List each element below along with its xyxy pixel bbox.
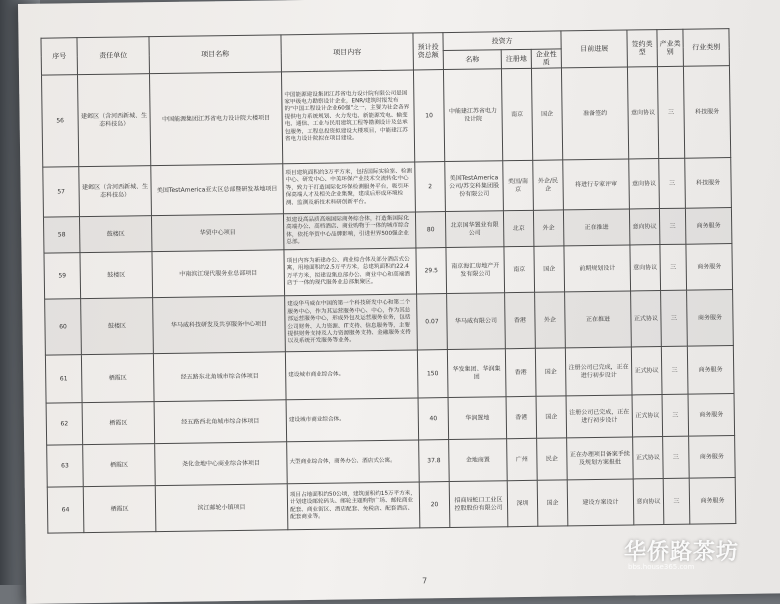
row-investor-reg: 美国/南京	[503, 160, 534, 210]
row-investor-name: 南京海汇房地产开发有限公司	[446, 247, 505, 294]
row-investor-reg: 广州	[507, 438, 538, 480]
row-industry-category: 三	[661, 346, 688, 394]
row-industry-type: 商务服务	[688, 394, 735, 437]
header-ind-type: 行业类别	[683, 29, 730, 67]
row-sign-type: 正式协议	[632, 395, 663, 437]
row-progress: 准备签约	[561, 67, 628, 160]
row-content: 建设城市商业综合体。	[285, 350, 418, 400]
watermark-url: bbs.house365.com	[628, 563, 695, 571]
row-progress: 注册公司已完成，正在进行初步设计	[566, 395, 633, 438]
row-progress: 前期规划设计	[564, 245, 631, 292]
row-seq: 60	[45, 299, 82, 355]
row-investor-reg: 深圳	[507, 480, 538, 526]
row-investor-reg: 香港	[505, 292, 536, 348]
row-seq: 57	[43, 167, 80, 217]
row-sign-type: 意向协议	[629, 209, 659, 245]
row-sign-type: 正式协议	[631, 291, 662, 347]
row-investor-name: 美国TestAmerica公司/苏交科集团股份有限公司	[445, 161, 504, 212]
header-sign: 签约类型	[627, 30, 658, 67]
row-progress: 建设方案设计	[567, 479, 634, 526]
row-investor-type: 外企/民企	[533, 160, 564, 210]
row-unit: 建邺区（含河西新城、生态科技岛）	[79, 166, 152, 217]
row-invest: 2	[415, 162, 446, 212]
row-name: 经五路西北角城市综合体项目	[154, 400, 287, 444]
row-industry-category: 三	[660, 244, 687, 290]
row-investor-reg: 香港	[505, 348, 536, 396]
row-industry-type: 商务服务	[689, 478, 736, 525]
row-unit: 建邺区（含河西新城、生态科技岛）	[77, 74, 150, 167]
row-seq: 62	[46, 403, 83, 445]
header-unit: 责任单位	[77, 37, 150, 75]
row-investor-name: 中能建江苏省电力设计院	[443, 69, 502, 162]
header-inv-reg: 注册地	[501, 49, 531, 68]
row-industry-category: 三	[657, 66, 684, 158]
row-invest: 10	[413, 70, 444, 162]
row-content: 建设华马威在中国的第一个科技研发中心和第二个服务中心，作为其运营服务中心、中心，作为其总部运营服务中心，形成外包及运营服务业务，包括公司财务、人力资源、IT支持、信息服务等，主要提供财务支持及人力资源服务支持、金融服务支持以及系统开发服务等业务。	[285, 294, 418, 352]
row-investor-name: 华润置地	[448, 397, 507, 440]
header-content: 项目内容	[281, 33, 414, 72]
row-sign-type: 意向协议	[633, 479, 664, 525]
row-sign-type: 意向协议	[630, 245, 661, 291]
row-progress: 正在推进	[563, 209, 629, 246]
row-seq: 61	[45, 355, 82, 403]
row-industry-type: 商务服务	[687, 290, 734, 347]
row-unit: 鼓楼区	[81, 298, 154, 355]
row-name: 华马威科技研发及共享服务中心项目	[153, 296, 286, 354]
page-number: 7	[422, 576, 428, 586]
row-name: 尧化金地中心商业综合体项目	[155, 442, 288, 486]
row-industry-category: 三	[663, 478, 690, 524]
row-investor-reg: 北京	[503, 210, 533, 246]
row-industry-type: 科技服务	[683, 66, 730, 159]
row-industry-category: 三	[659, 158, 686, 208]
document-page	[18, 0, 780, 604]
row-invest: 20	[419, 482, 450, 528]
row-sign-type: 正式协议	[633, 437, 664, 479]
row-investor-type: 国企	[531, 68, 562, 160]
header-invest: 预计投资总额	[413, 33, 444, 70]
table-row	[45, 290, 734, 356]
row-content: 项目建筑面积约3万平方米，包括国际实验室、检测中心、研发中心、中美环保产业技术交流转化中心等，致力于打造国际化环保检测服务平台，吸引环保高端人才及相关企业集聚，建成后形成环境检测、监测及新技术科研创新平台。	[283, 162, 416, 214]
row-industry-category: 三	[663, 436, 690, 478]
row-name: 滨江邮轮小镇项目	[155, 484, 288, 532]
row-invest: 150	[417, 350, 448, 398]
row-industry-type: 商务服务	[685, 208, 731, 245]
row-content: 建设城市商业综合体。	[286, 398, 419, 442]
row-name: 经五路东北角城市综合体项目	[153, 352, 286, 402]
row-unit: 鼓楼区	[79, 216, 151, 253]
row-seq: 58	[43, 217, 79, 253]
row-industry-type: 科技服务	[685, 158, 732, 209]
row-progress: 正在推进	[565, 291, 632, 348]
row-invest: 40	[418, 398, 449, 440]
row-investor-type: 国企	[537, 480, 568, 526]
row-progress: 正在办理项目备案手续及规划方案报批	[567, 437, 634, 480]
row-investor-type: 外企	[533, 210, 563, 246]
header-progress: 目前进展	[561, 30, 628, 68]
header-ind-cat: 产业类别	[657, 29, 684, 66]
header-inv-name: 名称	[443, 50, 501, 70]
row-investor-type: 外企	[535, 292, 566, 348]
row-content: 大型商业综合体，商务办公、酒店式公寓。	[287, 440, 420, 484]
row-name: 华贸中心项目	[151, 214, 283, 252]
row-industry-category: 三	[659, 208, 686, 244]
row-investor-name: 华马威有限公司	[447, 293, 506, 350]
row-industry-type: 商务服务	[687, 346, 734, 395]
row-unit: 栖霞区	[81, 354, 154, 403]
table-body	[41, 66, 735, 534]
row-investor-name: 金地商置	[449, 439, 508, 482]
row-industry-category: 三	[662, 394, 689, 436]
row-invest: 0.07	[417, 294, 448, 350]
header-name: 项目名称	[149, 35, 282, 74]
row-name: 中南滨江现代服务业总部项目	[152, 250, 285, 298]
row-investor-name: 招商局蛇口工业区控股股份有限公司	[449, 481, 508, 528]
row-investor-type: 国企	[536, 396, 567, 438]
header-inv-type: 企业性质	[531, 49, 561, 68]
row-industry-type: 商务服务	[686, 244, 733, 291]
row-invest: 37.8	[419, 440, 450, 482]
row-industry-category: 三	[661, 290, 688, 346]
row-name: 美国TestAmerica亚太区总部暨研发基地项目	[151, 164, 284, 216]
row-seq: 64	[47, 487, 84, 533]
row-industry-type: 商务服务	[689, 436, 736, 479]
row-seq: 56	[41, 75, 78, 167]
row-sign-type: 正式协议	[631, 347, 662, 395]
row-investor-name: 华发集团、华润集团	[447, 349, 506, 398]
header-seq: 序号	[41, 38, 78, 75]
row-content: 项目内容为新建办公、商业综合体及部分酒店式公寓，用地面积约2.5万平方米，总建筑面积约22.4万平方米，拟建设集总部办公、商业中心和高端酒店于一体的现代服务业总部集聚区。	[284, 248, 417, 296]
row-investor-type: 国企	[535, 348, 566, 396]
row-progress: 注册公司已完成，正在进行初步设计	[565, 347, 632, 396]
row-name: 中国能源集团江苏省电力设计院大楼项目	[149, 72, 282, 166]
row-unit: 鼓楼区	[80, 252, 153, 299]
row-investor-type: 国企	[534, 246, 565, 292]
row-unit: 栖霞区	[83, 444, 156, 487]
forum-watermark	[624, 517, 774, 579]
row-seq: 63	[47, 445, 84, 487]
project-table	[40, 28, 736, 534]
row-unit: 栖霞区	[83, 486, 156, 533]
table-row	[41, 66, 730, 168]
row-investor-reg: 南京	[504, 246, 535, 292]
watermark-text: 华侨路茶坊	[624, 540, 740, 565]
row-investor-type: 民企	[537, 438, 568, 480]
row-content: 项目占地面积约50公顷，建筑面积约15万平方米，计划建设邮轮码头、邮轮主题购物广场、邮轮商业配套、商业街区、酒店配套、免税店、配套酒店、配套商业等。	[287, 482, 420, 530]
row-sign-type: 意向协议	[629, 159, 660, 209]
header-investor-group: 投资方	[443, 31, 561, 51]
row-unit: 栖霞区	[82, 402, 155, 445]
row-progress: 将进行专家评审	[563, 159, 630, 210]
row-sign-type: 意向协议	[627, 67, 658, 159]
row-invest: 80	[415, 212, 445, 248]
row-investor-reg: 香港	[506, 396, 537, 438]
row-investor-reg: 南京	[501, 68, 532, 160]
row-investor-name: 北京国华置业有限公司	[445, 211, 503, 248]
row-content: 拟建设高品质高端国际商务综合体，打造集国际化高端办公、高档酒店、商业购物于一体的城市综合体，依托华贸中心品牌影响，引进世界500强企业总部。	[283, 212, 415, 250]
row-content: 中国能源建设集团江苏省电力设计院有限公司是国家甲级电力勘察设计企业，ENR/建筑时报发布的“中国工程设计企业60强”之一，主要为社会各界提供电力系统规划、火力发电、新能源发电、输变电、通信、工业与民用建筑工程等勘测设计及总承包服务，工程总投资拟建设大楼项目，中能建江苏省电力设计院拟在项目建设。	[281, 70, 414, 164]
row-seq: 59	[44, 253, 81, 299]
row-invest: 29.5	[416, 248, 447, 294]
